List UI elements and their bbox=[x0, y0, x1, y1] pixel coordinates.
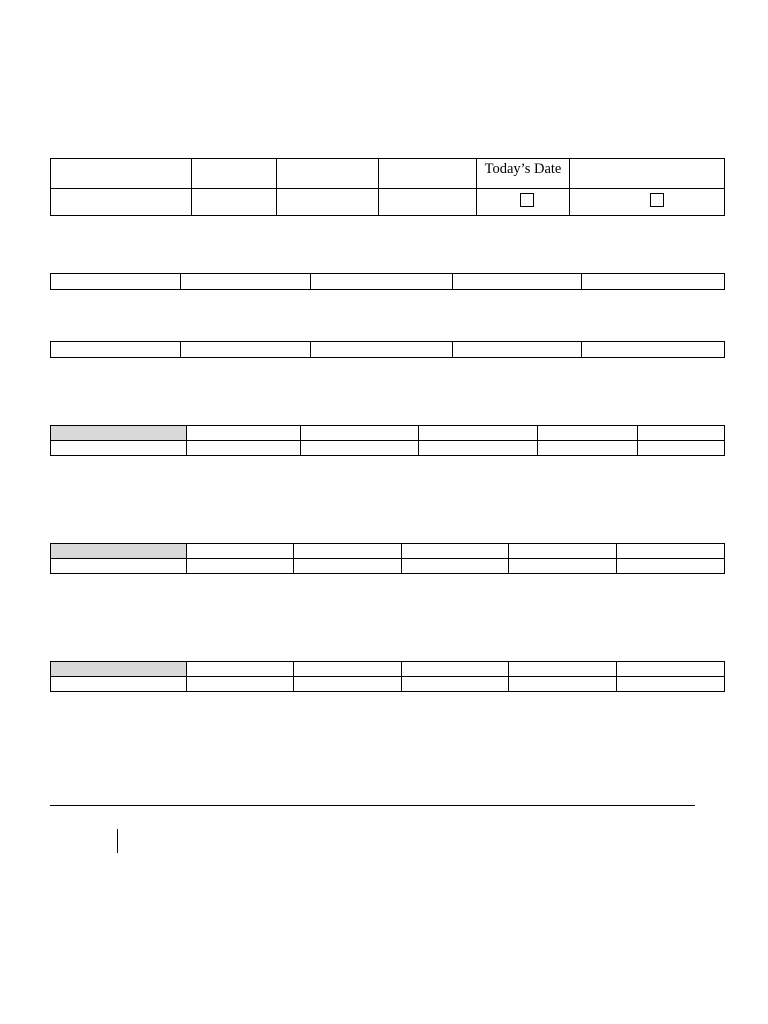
grid-cell[interactable] bbox=[51, 559, 187, 574]
checkbox-cell-a bbox=[477, 189, 570, 216]
checkbox-cell-b bbox=[570, 189, 725, 216]
grid-row-values bbox=[51, 559, 725, 574]
strip-field[interactable] bbox=[311, 342, 453, 358]
strip-row bbox=[51, 274, 725, 290]
strip-field[interactable] bbox=[582, 342, 725, 358]
grid-cell[interactable] bbox=[301, 441, 419, 456]
strip-field[interactable] bbox=[311, 274, 453, 290]
strip-field[interactable] bbox=[453, 342, 582, 358]
grid-cell[interactable] bbox=[187, 544, 294, 559]
field-strip-1 bbox=[50, 273, 725, 290]
strip-row bbox=[51, 342, 725, 358]
grid-cell[interactable] bbox=[187, 559, 294, 574]
header-cell[interactable] bbox=[51, 159, 192, 189]
header-value-cell[interactable] bbox=[51, 189, 192, 216]
field-grid-2 bbox=[50, 543, 725, 574]
field-grid-3 bbox=[50, 661, 725, 692]
grid-cell[interactable] bbox=[509, 559, 617, 574]
header-cell[interactable] bbox=[192, 159, 277, 189]
todays-date-label: Today’s Date bbox=[477, 159, 570, 189]
grid-cell[interactable] bbox=[51, 441, 187, 456]
grid-cell[interactable] bbox=[509, 662, 617, 677]
strip-field[interactable] bbox=[582, 274, 725, 290]
header-cell[interactable] bbox=[379, 159, 477, 189]
grid-cell[interactable] bbox=[402, 559, 509, 574]
grid-cell[interactable] bbox=[294, 544, 402, 559]
grid-cell[interactable] bbox=[617, 677, 725, 692]
grid-cell[interactable] bbox=[509, 544, 617, 559]
field-grid-1 bbox=[50, 425, 725, 456]
grid-cell[interactable] bbox=[187, 441, 301, 456]
grid-cell[interactable] bbox=[419, 441, 538, 456]
grid-shaded-cell bbox=[51, 426, 187, 441]
grid-cell[interactable] bbox=[187, 662, 294, 677]
grid-row-values bbox=[51, 441, 725, 456]
strip-field[interactable] bbox=[51, 274, 181, 290]
grid-cell[interactable] bbox=[402, 662, 509, 677]
grid-row-header bbox=[51, 662, 725, 677]
grid-cell[interactable] bbox=[301, 426, 419, 441]
grid-row-header bbox=[51, 426, 725, 441]
header-table bbox=[50, 158, 725, 216]
strip-field[interactable] bbox=[453, 274, 582, 290]
grid-cell[interactable] bbox=[294, 677, 402, 692]
grid-cell[interactable] bbox=[538, 441, 638, 456]
header-value-cell[interactable] bbox=[277, 189, 379, 216]
grid-cell[interactable] bbox=[617, 544, 725, 559]
grid-cell[interactable] bbox=[51, 677, 187, 692]
header-row-values bbox=[51, 189, 725, 216]
grid-cell[interactable] bbox=[402, 544, 509, 559]
grid-shaded-cell bbox=[51, 662, 187, 677]
field-strip-2 bbox=[50, 341, 725, 358]
header-row-labels bbox=[51, 159, 725, 189]
grid-cell[interactable] bbox=[187, 677, 294, 692]
grid-cell[interactable] bbox=[294, 662, 402, 677]
strip-field[interactable] bbox=[181, 342, 311, 358]
grid-cell[interactable] bbox=[617, 559, 725, 574]
todays-date-field[interactable] bbox=[570, 159, 725, 189]
grid-cell[interactable] bbox=[638, 426, 725, 441]
grid-row-header bbox=[51, 544, 725, 559]
text-cursor bbox=[117, 829, 118, 853]
strip-field[interactable] bbox=[181, 274, 311, 290]
grid-cell[interactable] bbox=[617, 662, 725, 677]
checkbox-b[interactable] bbox=[650, 193, 664, 207]
grid-cell[interactable] bbox=[187, 426, 301, 441]
header-value-cell[interactable] bbox=[192, 189, 277, 216]
grid-cell[interactable] bbox=[294, 559, 402, 574]
grid-cell[interactable] bbox=[402, 677, 509, 692]
horizontal-rule bbox=[50, 805, 695, 806]
grid-cell[interactable] bbox=[638, 441, 725, 456]
grid-cell[interactable] bbox=[509, 677, 617, 692]
checkbox-a[interactable] bbox=[520, 193, 534, 207]
grid-shaded-cell bbox=[51, 544, 187, 559]
header-cell[interactable] bbox=[277, 159, 379, 189]
grid-cell[interactable] bbox=[419, 426, 538, 441]
grid-cell[interactable] bbox=[538, 426, 638, 441]
strip-field[interactable] bbox=[51, 342, 181, 358]
grid-row-values bbox=[51, 677, 725, 692]
header-value-cell[interactable] bbox=[379, 189, 477, 216]
